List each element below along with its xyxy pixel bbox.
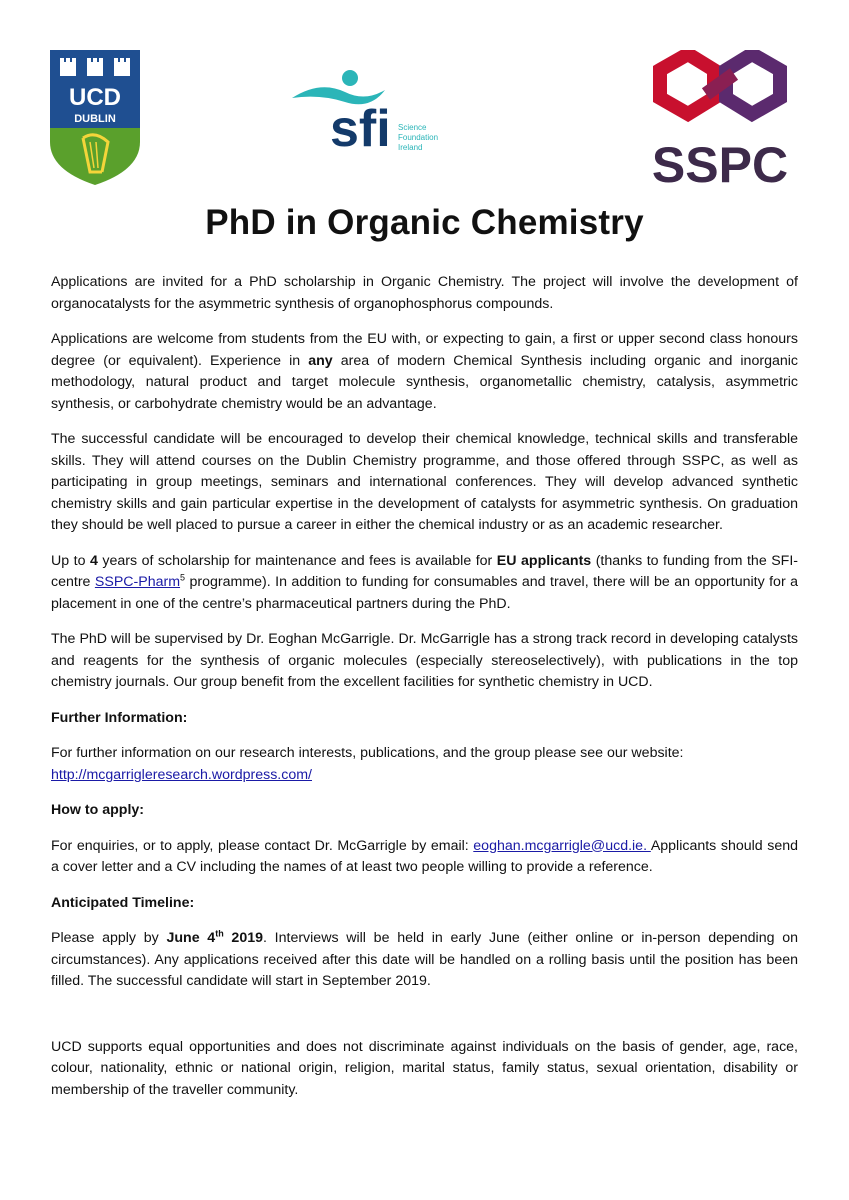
- text-span: years of scholarship for maintenance and fees is available for: [97, 552, 497, 569]
- ucd-logo-subtext: DUBLIN: [74, 113, 116, 125]
- emphasis-any: any: [308, 352, 333, 369]
- sspc-infinity-icon: [660, 54, 780, 114]
- body-text: [51, 272, 798, 1115]
- paragraph-intro: Applications are invited for a PhD scholarship in Organic Chemistry. The project will involve the development of organocatalysts for the asymmetric synthesis of organophosphorus compounds.: [51, 274, 798, 312]
- text-span: . Interviews will be held in early June (either online or in-person depending on circumstances). Any applications received after this date will be handled on a rolling basis until the position has been filled. The successful candidate will start in September 2019.: [51, 930, 799, 989]
- website-link[interactable]: http://mcgarrigleresearch.wordpress.com/: [51, 766, 312, 783]
- text-span: Please apply by: [51, 930, 167, 946]
- text-span: (thanks to funding from the SFI-centre: [51, 552, 799, 590]
- text-span: Up to: [51, 552, 90, 569]
- paragraph-funding: [51, 551, 798, 616]
- text-span: Applications are welcome from students from the EU with, or expecting to gain, a first or upper second class honours degree (or equivalent). Experience in: [51, 331, 798, 369]
- spacer: [51, 1007, 798, 1037]
- sfi-head-icon: [342, 70, 358, 86]
- ucd-logo-text: UCD: [69, 84, 121, 111]
- text-span: For enquiries, or to apply, please contact Dr. McGarrigle by email:: [51, 837, 474, 854]
- text-span: programme). In addition to funding for consumables and travel, there will be an opportunity for a placement in one of the centre’s pharmaceutical partners during the PhD.: [51, 574, 799, 612]
- heading-how-to-apply: How to apply:: [51, 802, 145, 818]
- email-link[interactable]: eoghan.mcgarrigle@ucd.ie.: [473, 837, 651, 854]
- sfi-logo: [290, 68, 455, 158]
- paragraph-how-to-apply: [51, 836, 798, 879]
- sfi-line1: Science: [398, 123, 427, 132]
- sfi-mark: sfi: [330, 100, 391, 158]
- sfi-line2: Foundation: [398, 133, 439, 142]
- text-span: For further information on our research interests, publications, and the group please see our website:: [51, 745, 684, 761]
- paragraph-training: The successful candidate will be encouraged to develop their chemical knowledge, technical skills and transferable skills. They will attend courses on the Dublin Chemistry programme, and those offered through SSPC, as well as participating in group meetings, seminars and international conferences. They will develop advanced synthetic chemistry skills and gain particular expertise in the development of catalysts for asymmetric synthesis. On graduation they should be well placed to pursue a career in either the chemical industry or as an academic researcher.: [51, 431, 798, 533]
- heading-timeline: Anticipated Timeline:: [51, 894, 195, 911]
- emphasis-eu-applicants: EU applicants: [496, 552, 592, 569]
- paragraph-eligibility: [51, 329, 798, 415]
- text-span: area of modern Chemical Synthesis including organic and inorganic methodology, natural product and target molecule synthesis, organometallic chemistry, catalysis, asymmetric synthesis, or carbohydrate chemistry would be an advantage.: [51, 352, 798, 412]
- emphasis-years: 4: [89, 552, 98, 569]
- paragraph-supervisor: The PhD will be supervised by Dr. Eoghan McGarrigle. Dr. McGarrigle has a strong track record in developing catalysts and reagents for the synthesis of organic molecules (especially stereoselectively), with publications in the top chemistry journals. Our group benefit from the excellent facilities for synthetic chemistry in UCD.: [51, 631, 798, 690]
- deadline-date: June 4th 2019: [166, 928, 263, 946]
- sspc-logo: [640, 50, 800, 190]
- ucd-logo: [50, 50, 140, 185]
- ucd-shield-lower: [50, 128, 140, 185]
- sspc-pharm-link[interactable]: SSPC-Pharm: [94, 574, 181, 590]
- paragraph-timeline: [51, 928, 798, 993]
- text-span: Applicants should send a cover letter and a CV including the names of at least two people willing to provide a reference.: [51, 837, 798, 875]
- sspc-mark: SSPC: [651, 137, 789, 190]
- footnote-marker: 5: [180, 572, 186, 583]
- page-title: PhD in Organic Chemistry: [205, 203, 644, 242]
- paragraph-further-information: [51, 743, 798, 786]
- heading-further-information: Further Information:: [51, 709, 188, 726]
- paragraph-equal-opportunities: UCD supports equal opportunities and does not discriminate against individuals on the basis of gender, age, race, colour, nationality, ethnic or national origin, religion, marital status, family status, sexual orientation, disability or membership of the traveller community.: [51, 1038, 798, 1098]
- sfi-line3: Ireland: [398, 143, 423, 152]
